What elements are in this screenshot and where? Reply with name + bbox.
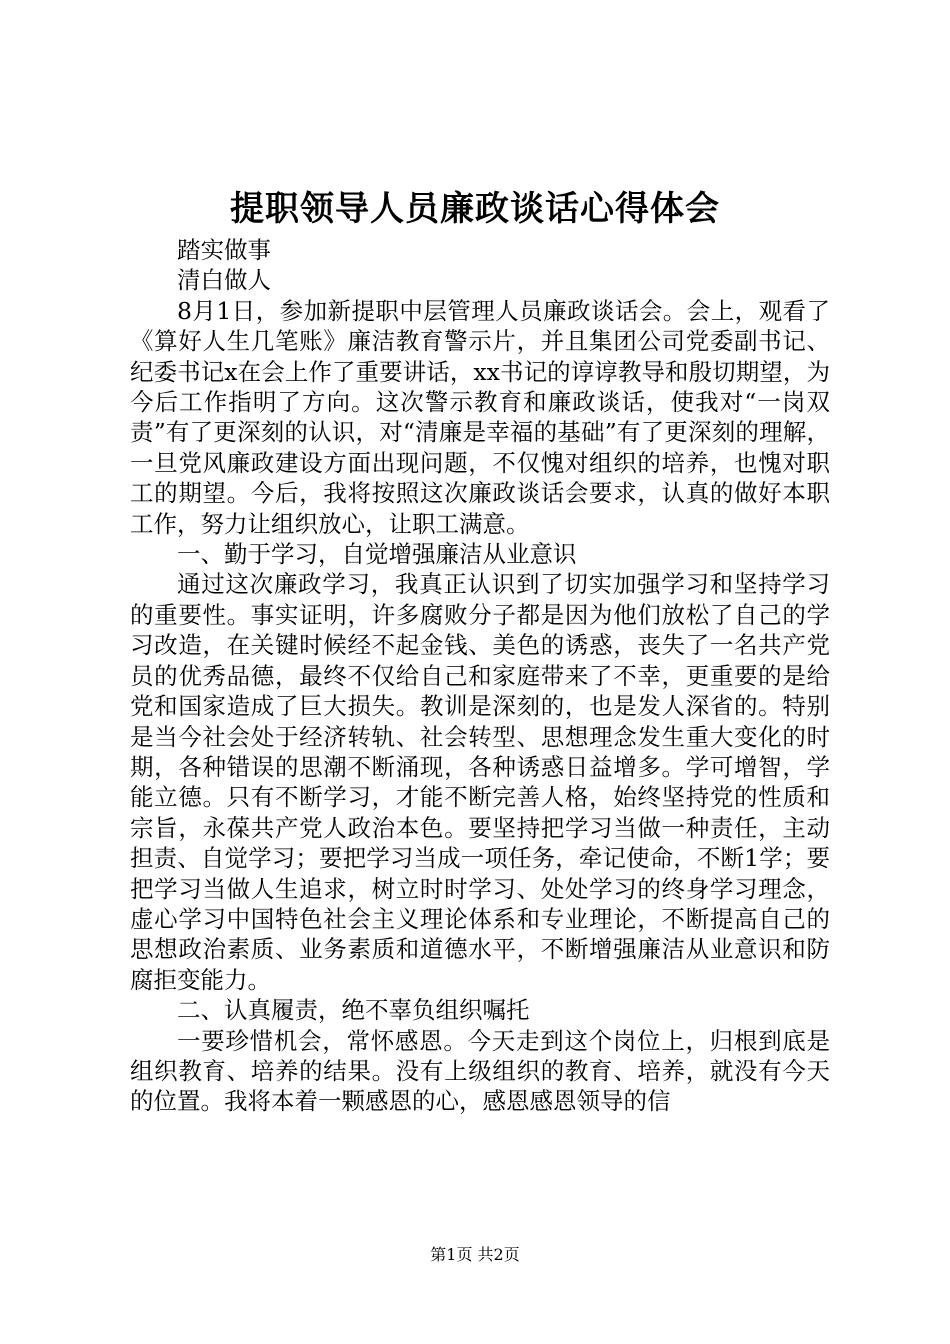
- document-body: [130, 235, 830, 1117]
- body-paragraph: 踏实做事: [177, 236, 271, 264]
- body-paragraph: 通过这次廉政学习，我真正认识到了切实加强学习和坚持学习的重要性。事实证明，许多腐败分子都是因为他们放松了自己的学习改造，在关键时候经不起金钱、美色的诱惑，丧失了一名共产党员的优秀品德，最终不仅给自己和家庭带来了不幸，更重要的是给党和国家造成了巨大损失。教训是深刻的，也是发人深省的。特别是当今社会处于经济转轨、社会转型、思想理念发生重大变化的时期，各种错误的思潮不断涌现，各种诱惑日益增多。学可增智，学能立德。只有不断学习，才能不断完善人格，始终坚持党的性质和宗旨，永葆共产党人政治本色。要坚持把学习当做一种责任，主动担责、自觉学习；要把学习当成一项任务，牵记使命，不断1学；要把学习当做人生追求，树立时时学习、处处学习的终身学习理念，虚心学习中国特色社会主义理论体系和专业理论，不断提高自己的思想政治素质、业务素质和道德水平，不断增强廉洁从业意识和防腐拒变能力。: [130, 570, 830, 994]
- section-heading: 二、认真履责，绝不辜负组织嘱托: [177, 996, 530, 1025]
- body-paragraph: 一要珍惜机会，常怀感恩。今天走到这个岗位上，归根到底是组织教育、培养的结果。没有上级组织的教育、培养，就没有今天的位置。我将本着一颗感恩的心，感恩感恩领导的信: [130, 1026, 830, 1116]
- body-paragraph: 清白做人: [177, 266, 271, 295]
- document-title: 提职领导人员廉政谈话心得体会: [230, 189, 720, 229]
- page-footer: 第1页 共2页: [430, 1245, 520, 1264]
- section-heading: 一、勤于学习，自觉增强廉洁从业意识: [177, 540, 577, 569]
- body-paragraph: 8月1日，参加新提职中层管理人员廉政谈话会。会上，观看了《算好人生几笔账》廉洁教育警示片，并且集团公司党委副书记、纪委书记x在会上作了重要讲话，xx书记的谆谆教导和殷切期望，为今后工作指明了方向。这次警示教育和廉政谈话，使我对“一岗双责”有了更深刻的认识，对“清廉是幸福的基础”有了更深刻的理解，一旦党风廉政建设方面出现问题，不仅愧对组织的培养，也愧对职工的期望。今后，我将按照这次廉政谈话会要求，认真的做好本职工作，努力让组织放心，让职工满意。: [130, 296, 830, 538]
